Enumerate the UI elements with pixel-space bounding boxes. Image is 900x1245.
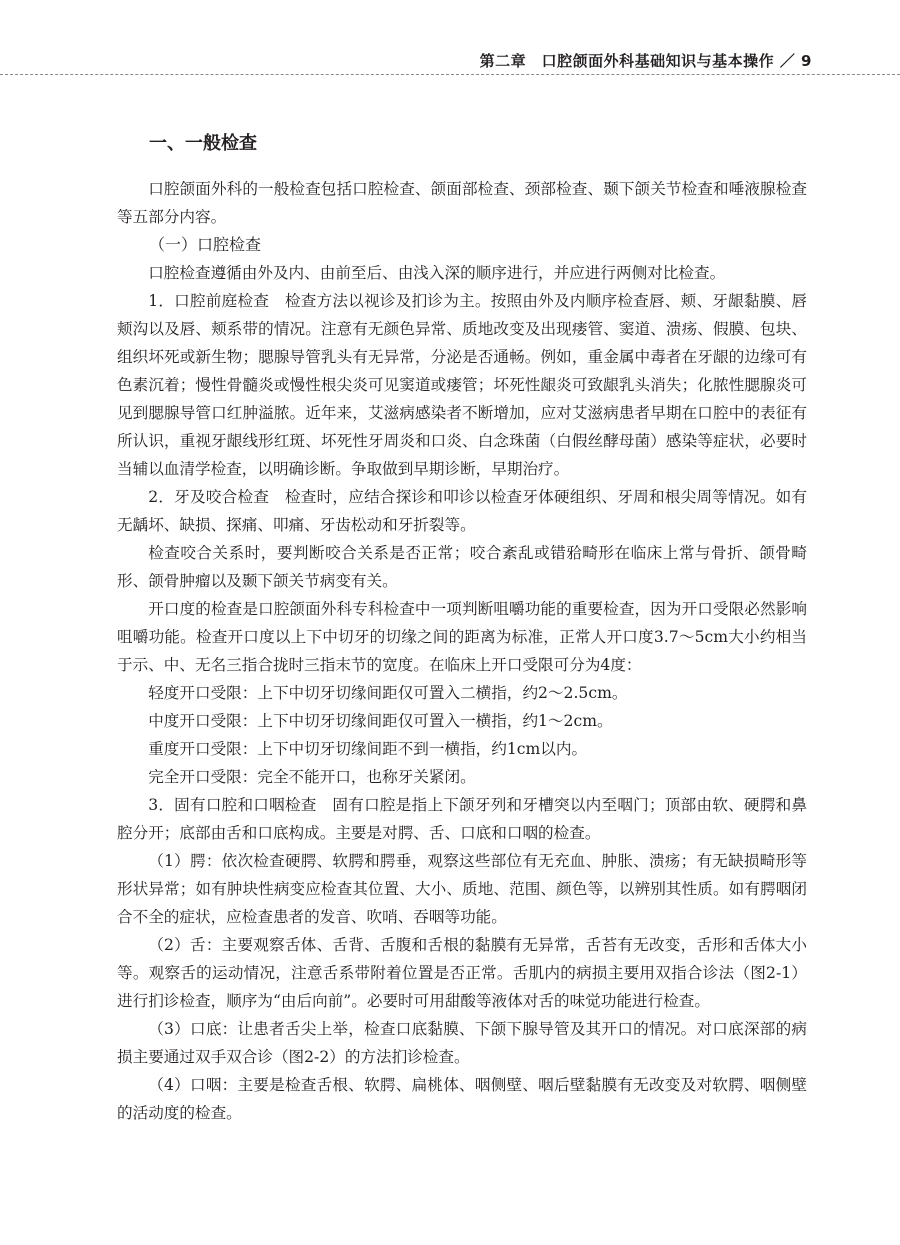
- paragraph: 重度开口受限：上下中切牙切缘间距不到一横指，约1cm以内。: [148, 740, 588, 758]
- paragraph: 完全开口受限：完全不能开口，也称牙关紧闭。: [148, 768, 476, 786]
- section-intro: 口腔颌面外科的一般检查包括口腔检查、颌面部检查、颈部检查、颞下颌关节检查和唾液腺检查等五部分内容。: [117, 180, 807, 226]
- header-divider: [0, 74, 900, 75]
- paragraph: 中度开口受限：上下中切牙切缘间距仅可置入一横指，约1～2cm。: [148, 712, 613, 730]
- paragraph: 开口度的检查是口腔颌面外科专科检查中一项判断咀嚼功能的重要检查，因为开口受限必然影响咀嚼功能。检查开口度以上下中切牙的切缘之间的距离为标准，正常人开口度3.7～5cm大小约相当于示、中、无名三指合拢时三指末节的宽度。在临床上开口受限可分为4度：: [117, 600, 807, 674]
- paragraph: 1．口腔前庭检查 检查方法以视诊及扪诊为主。按照由外及内顺序检查唇、颊、牙龈黏膜、唇颊沟以及唇、颊系带的情况。注意有无颜色异常、质地改变及出现瘘管、窦道、溃疡、假膜、包块、组织坏死或新生物；腮腺导管乳头有无异常，分泌是否通畅。例如，重金属中毒者在牙龈的边缘可有色素沉着；慢性骨髓炎或慢性根尖炎可见窦道或瘘管；坏死性龈炎可致龈乳头消失；化脓性腮腺炎可见到腮腺导管口红肿溢脓。近年来，艾滋病感染者不断增加，应对艾滋病患者早期在口腔中的表征有所认识，重视牙龈线形红斑、坏死性牙周炎和口炎、白念珠菌（白假丝酵母菌）感染等症状，必要时当辅以血清学检查，以明确诊断。争取做到早期诊断，早期治疗。: [117, 292, 807, 478]
- subsection-title: （一）口腔检查: [149, 235, 262, 254]
- running-head: 第二章 口腔颌面外科基础知识与基本操作 ／ 9: [479, 52, 812, 70]
- paragraph: （1）腭：依次检查硬腭、软腭和腭垂，观察这些部位有无充血、肿胀、溃疡；有无缺损畸形等形状异常；如有肿块性病变应检查其位置、大小、质地、范围、颜色等，以辨别其性质。如有腭咽闭合不全的症状，应检查患者的发音、吹哨、吞咽等功能。: [117, 852, 807, 926]
- paragraph: 口腔检查遵循由外及内、由前至后、由浅入深的顺序进行，并应进行两侧对比检查。: [148, 264, 726, 282]
- page-body: [117, 130, 807, 1127]
- paragraph: （4）口咽：主要是检查舌根、软腭、扁桃体、咽侧壁、咽后壁黏膜有无改变及对软腭、咽侧壁的活动度的检查。: [117, 1076, 807, 1122]
- paragraph: （3）口底：让患者舌尖上举，检查口底黏膜、下颌下腺导管及其开口的情况。对口底深部的病损主要通过双手双合诊（图2-2）的方法扪诊检查。: [117, 1020, 807, 1066]
- section-title: 一、一般检查: [149, 133, 257, 154]
- paragraph: 3．固有口腔和口咽检查 固有口腔是指上下颌牙列和牙槽突以内至咽门；顶部由软、硬腭和鼻腔分开；底部由舌和口底构成。主要是对腭、舌、口底和口咽的检查。: [117, 796, 807, 842]
- paragraph: 轻度开口受限：上下中切牙切缘间距仅可置入二横指，约2～2.5cm。: [148, 684, 628, 702]
- paragraph: 检查咬合关系时，要判断咬合关系是否正常；咬合紊乱或错𬌗畸形在临床上常与骨折、颌骨畸形、颌骨肿瘤以及颞下颌关节病变有关。: [117, 544, 807, 590]
- paragraph: （2）舌：主要观察舌体、舌背、舌腹和舌根的黏膜有无异常，舌苔有无改变，舌形和舌体大小等。观察舌的运动情况，注意舌系带附着位置是否正常。舌肌内的病损主要用双指合诊法（图2-1）进行扪诊检查，顺序为“由后向前”。必要时可用甜酸等液体对舌的味觉功能进行检查。: [117, 936, 807, 1010]
- paragraph: 2．牙及咬合检查 检查时，应结合探诊和叩诊以检查牙体硬组织、牙周和根尖周等情况。如有无龋坏、缺损、探痛、叩痛、牙齿松动和牙折裂等。: [117, 488, 807, 534]
